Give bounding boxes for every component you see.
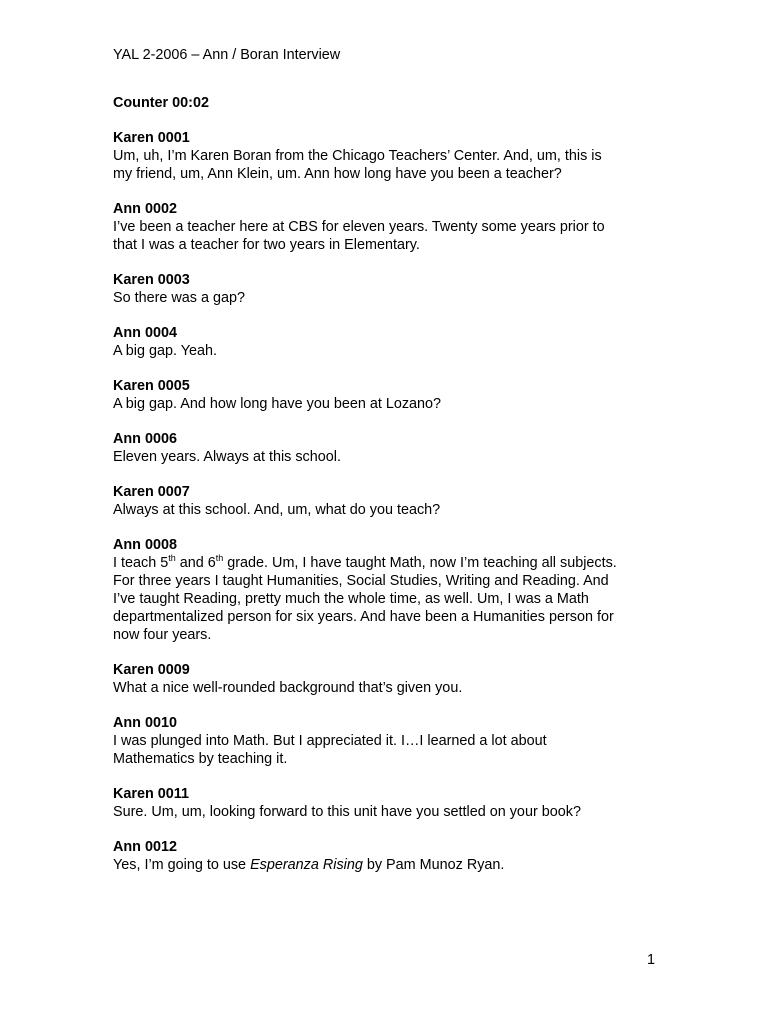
utterance-fragment: Yes, I’m going to use <box>113 857 251 873</box>
utterance-line: So there was a gap? <box>113 290 246 306</box>
utterance-line: that I was a teacher for two years in Elementary. <box>113 237 420 253</box>
utterance-line: departmentalized person for six years. And have been a Humanities person for <box>113 609 614 625</box>
speaker-label: Ann 0008 <box>113 537 177 553</box>
utterance-line: For three years I taught Humanities, Social Studies, Writing and Reading. And <box>113 573 609 589</box>
counter-block <box>113 94 673 112</box>
utterance-line <box>113 554 673 572</box>
transcript-entry-0006 <box>113 430 673 466</box>
utterance-line: Always at this school. And, um, what do you teach? <box>113 502 441 518</box>
utterance-line: I’ve been a teacher here at CBS for eleven years. Twenty some years prior to <box>113 219 605 235</box>
speaker-label: Ann 0010 <box>113 715 177 731</box>
utterance-line <box>113 856 673 874</box>
speaker-label: Karen 0011 <box>113 786 190 802</box>
transcript-entry-0010 <box>113 714 673 768</box>
ordinal-superscript: th <box>215 553 224 564</box>
speaker-label: Ann 0012 <box>113 839 177 855</box>
utterance-line: A big gap. Yeah. <box>113 343 218 359</box>
transcript-entry-0011 <box>113 785 673 821</box>
utterance-fragment: grade. Um, I have taught Math, now I’m teaching all subjects. <box>223 555 617 571</box>
speaker-label: Karen 0007 <box>113 484 190 500</box>
speaker-label: Karen 0001 <box>113 130 190 146</box>
transcript-entry-0003 <box>113 271 673 307</box>
transcript-entry-0008 <box>113 536 673 644</box>
speaker-label: Karen 0005 <box>113 378 190 394</box>
page-number: 1 <box>647 952 656 968</box>
speaker-label: Karen 0003 <box>113 272 190 288</box>
utterance-fragment: I teach 5 <box>113 555 169 571</box>
utterance-fragment: by Pam Munoz Ryan. <box>362 857 505 873</box>
transcript-body <box>113 94 673 891</box>
transcript-entry-0002 <box>113 200 673 254</box>
transcript-entry-0007 <box>113 483 673 519</box>
document-header: YAL 2-2006 – Ann / Boran Interview <box>113 47 341 63</box>
utterance-line: What a nice well-rounded background that’s given you. <box>113 680 463 696</box>
utterance-line: Mathematics by teaching it. <box>113 751 288 767</box>
speaker-label: Ann 0004 <box>113 325 177 341</box>
utterance-line: now four years. <box>113 627 212 643</box>
transcript-entry-0001 <box>113 129 673 183</box>
utterance-line: I was plunged into Math. But I appreciated it. I…I learned a lot about <box>113 733 547 749</box>
transcript-entry-0004 <box>113 324 673 360</box>
transcript-entry-0009 <box>113 661 673 697</box>
counter-label: Counter 00:02 <box>113 95 209 111</box>
speaker-label: Ann 0002 <box>113 201 177 217</box>
transcript-entry-0005 <box>113 377 673 413</box>
transcript-entry-0012 <box>113 838 673 874</box>
utterance-line: A big gap. And how long have you been at Lozano? <box>113 396 442 412</box>
utterance-line: Sure. Um, um, looking forward to this unit have you settled on your book? <box>113 804 581 820</box>
ordinal-superscript: th <box>168 553 176 564</box>
utterance-line: Um, uh, I’m Karen Boran from the Chicago Teachers’ Center. And, um, this is <box>113 148 602 164</box>
speaker-label: Karen 0009 <box>113 662 190 678</box>
utterance-line: I’ve taught Reading, pretty much the whole time, as well. Um, I was a Math <box>113 591 589 607</box>
utterance-fragment: and 6 <box>175 555 216 571</box>
utterance-line: my friend, um, Ann Klein, um. Ann how long have you been a teacher? <box>113 166 562 182</box>
speaker-label: Ann 0006 <box>113 431 177 447</box>
utterance-line: Eleven years. Always at this school. <box>113 449 341 465</box>
book-title: Esperanza Rising <box>250 857 363 873</box>
